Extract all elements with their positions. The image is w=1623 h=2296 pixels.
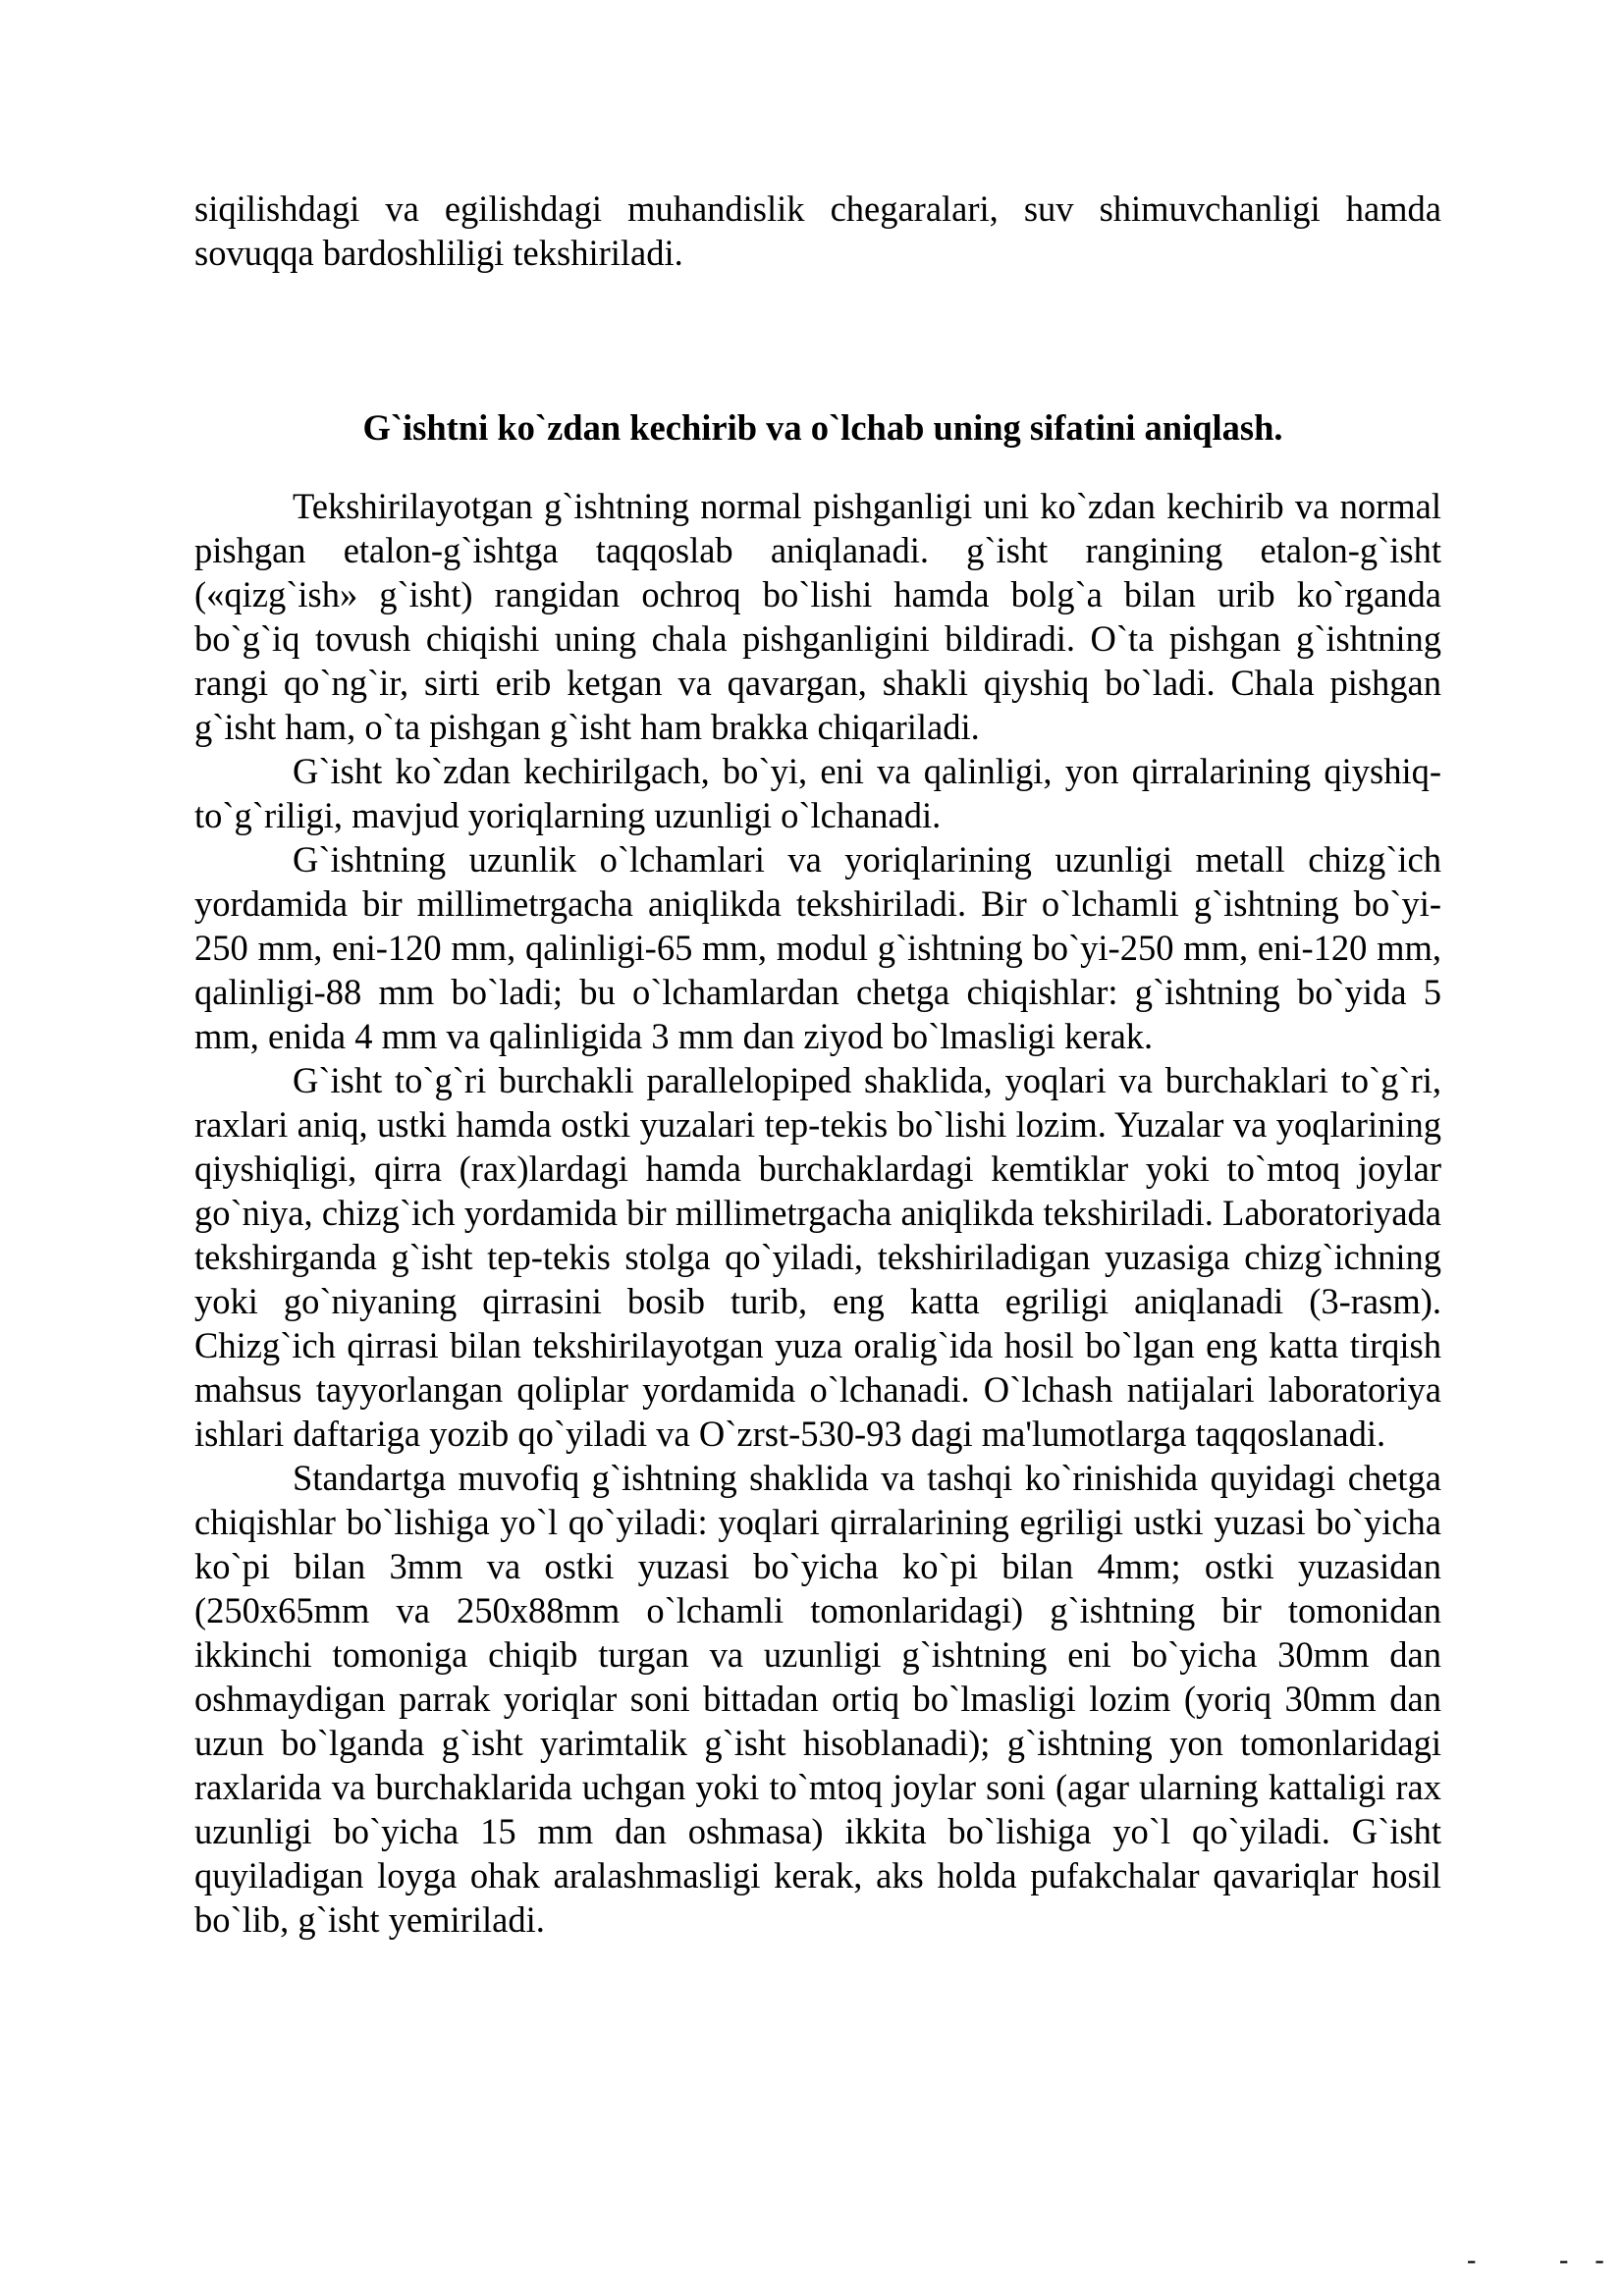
footer-mark-right: - - — [1559, 2245, 1614, 2275]
document-page — [194, 187, 1441, 1942]
body-paragraph-5: Standartga muvofiq g`ishtning shaklida va tashqi ko`rinishida quyidagi chetga chiqishlar bo`lishiga yo`l qo`yiladi: yoqlari qirralarining egriligi ustki yuzasi bo`yicha ko`pi bilan 3mm va ostki yuzasi bo`yicha ko`pi bilan 4mm; ostki yuzasidan (250x65mm va 250x88mm o`lchamli tomonlaridagi) g`ishtning bir tomonidan ikkinchi tomoniga chiqib turgan va uzunligi g`ishtning eni bo`yicha 30mm dan oshmaydigan parrak yoriqlar soni bittadan ortiq bo`lmasligi lozim (yoriq 30mm dan uzun bo`lganda g`isht yarimtalik g`isht hisoblanadi); g`ishtning yon tomonlaridagi raxlarida va burchaklarida uchgan yoki to`mtoq joylar soni (agar ularning kattaligi rax uzunligi bo`yicha 15 mm dan oshmasa) ikkita bo`lishiga yo`l qo`yiladi. G`isht quyiladigan loyga ohak aralashmasligi kerak, aks holda pufakchalar qavariqlar hosil bo`lib, g`isht yemiriladi. — [194, 1458, 1441, 1940]
body-paragraph-4: G`isht to`g`ri burchakli parallelopiped shaklida, yoqlari va burchaklari to`g`ri, raxlari aniq, ustki hamda ostki yuzalari tep-tekis bo`lishi lozim. Yuzalar va yoqlarining qiyshiqligi, qirra (rax)lardagi hamda burchaklardagi kemtiklar yoki to`mtoq joylar go`niya, chizg`ich yordamida bir millimetrgacha aniqlikda tekshiriladi. Laboratoriyada tekshirganda g`isht tep-tekis stolga qo`yiladi, tekshiriladigan yuzasiga chizg`ichning yoki go`niyaning qirrasini bosib turib, eng katta egriligi aniqlanadi (3-rasm). Chizg`ich qirrasi bilan tekshirilayotgan yuza oralig`ida hosil bo`lgan eng katta tirqish mahsus tayyorlangan qoliplar yordamida o`lchanadi. O`lchash natijalari laboratoriya ishlari daftariga yozib qo`yiladi va O`zrst-530-93 dagi ma'lumotlarga taqqoslanadi. — [194, 1060, 1441, 1454]
section-heading: G`ishtni ko`zdan kechirib va o`lchab uning sifatini aniqlash. — [362, 407, 1283, 448]
footer-mark-left: - — [1467, 2245, 1477, 2275]
body-paragraph-1: Tekshirilayotgan g`ishtning normal pishganligi uni ko`zdan kechirib va normal pishgan etalon-g`ishtga taqqoslab aniqlanadi. g`isht rangining etalon-g`isht («qizg`ish» g`isht) rangidan ochroq bo`lishi hamda bolg`a bilan urib ko`rganda bo`g`iq tovush chiqishi uning chala pishganligini bildiradi. O`ta pishgan g`ishtning rangi qo`ng`ir, sirti erib ketgan va qavargan, shakli qiyshiq bo`ladi. Chala pishgan g`isht ham, o`ta pishgan g`isht ham brakka chiqariladi. — [194, 486, 1441, 747]
intro-paragraph: siqilishdagi va egilishdagi muhandislik chegaralari, suv shimuvchanligi hamda sovuqqa bardoshliligi tekshiriladi. — [194, 188, 1441, 273]
body-paragraph-3: G`ishtning uzunlik o`lchamlari va yoriqlarining uzunligi metall chizg`ich yordamida bir millimetrgacha aniqlikda tekshiriladi. Bir o`lchamli g`ishtning bo`yi-250 mm, eni-120 mm, qalinligi-65 mm, modul g`ishtning bo`yi-250 mm, eni-120 mm, qalinligi-88 mm bo`ladi; bu o`lchamlardan chetga chiqishlar: g`ishtning bo`yida 5 mm, enida 4 mm va qalinligida 3 mm dan ziyod bo`lmasligi kerak. — [194, 839, 1441, 1056]
body-paragraph-2: G`isht ko`zdan kechirilgach, bo`yi, eni va qalinligi, yon qirralarining qiyshiq-to`g`riligi, mavjud yoriqlarning uzunligi o`lchanadi. — [194, 751, 1441, 835]
